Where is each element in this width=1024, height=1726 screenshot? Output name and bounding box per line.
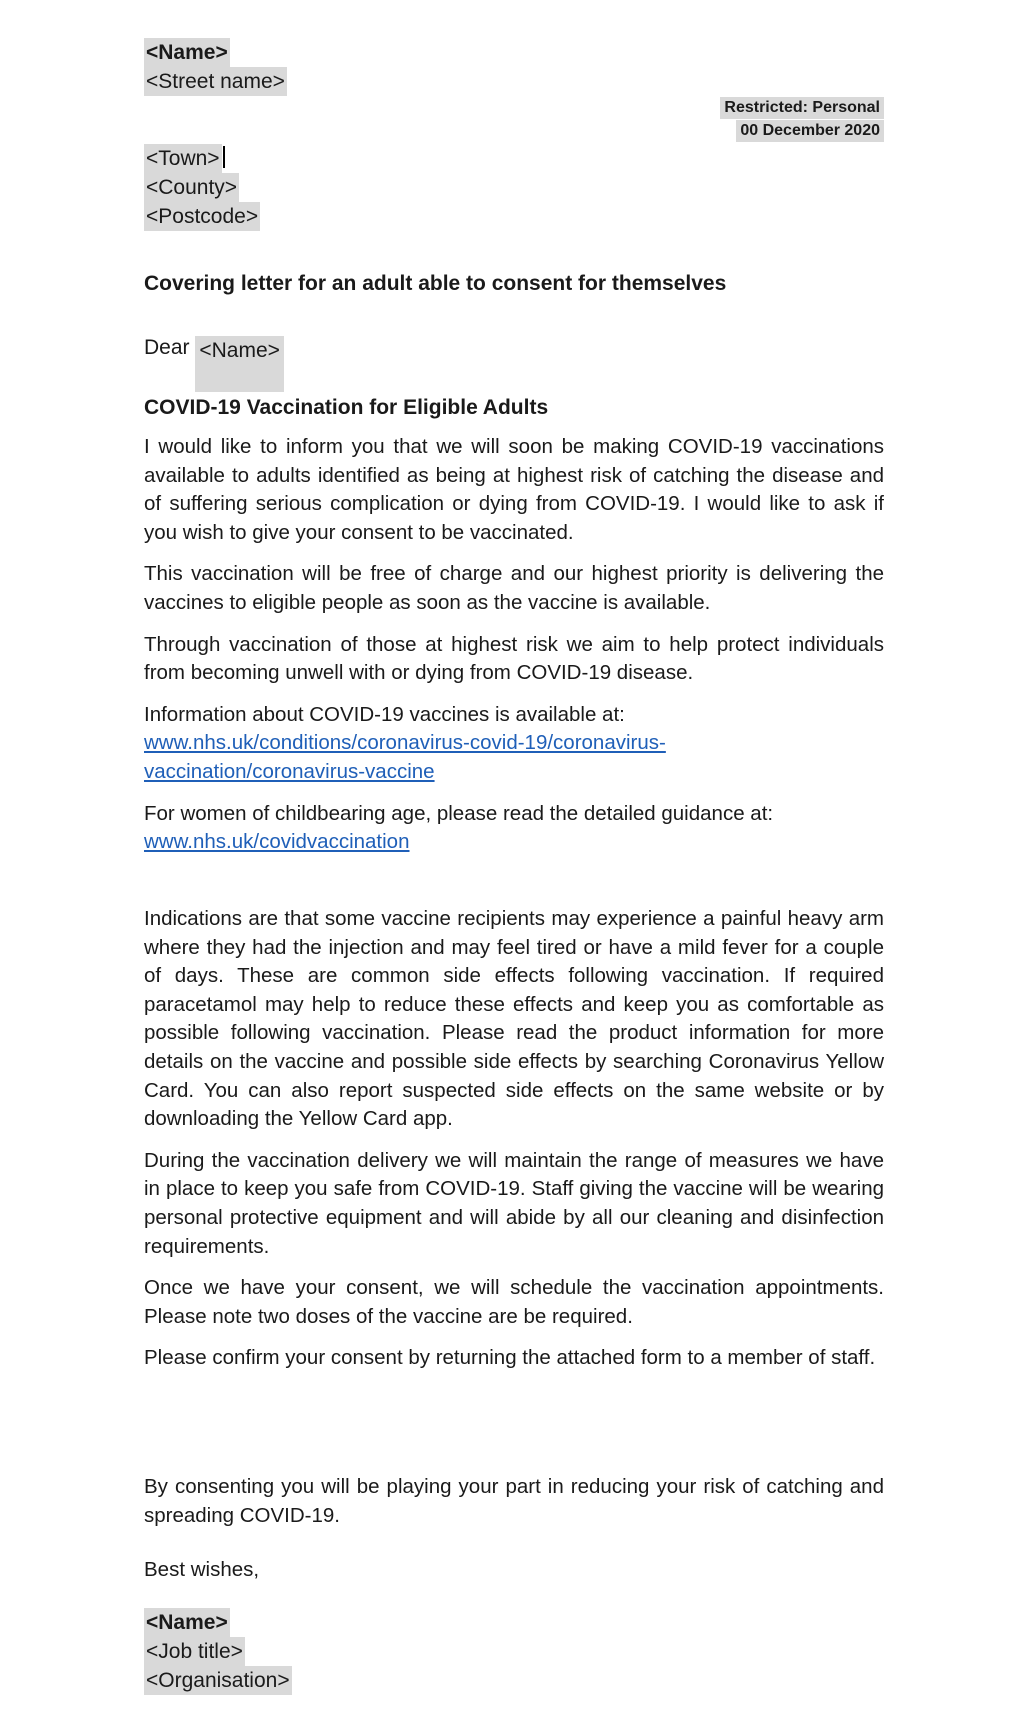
sender-address-bottom bbox=[144, 144, 260, 231]
job-title-field[interactable]: <Job title> bbox=[144, 1637, 245, 1666]
signature-name-field[interactable]: <Name> bbox=[144, 1608, 230, 1637]
info-intro: Information about COVID-19 vaccines is available at: bbox=[144, 702, 625, 726]
covid-vaccination-link[interactable]: www.nhs.uk/covidvaccination bbox=[144, 830, 410, 854]
paragraph-intro: I would like to inform you that we will soon be making COVID-19 vaccinations available to adults identified as being at highest risk of catching the disease and of suffering serious complication or dying from COVID-19. I would like to ask if you wish to give your consent to be vaccinated. bbox=[144, 435, 884, 544]
letter-meta bbox=[720, 96, 884, 142]
signature-block bbox=[144, 1608, 292, 1695]
subject-heading: COVID-19 Vaccination for Eligible Adults bbox=[144, 396, 549, 419]
street-name-field[interactable]: <Street name> bbox=[144, 67, 287, 96]
letter-body-part2 bbox=[144, 905, 884, 1386]
organisation-field[interactable]: <Organisation> bbox=[144, 1666, 292, 1695]
closing-paragraph: By consenting you will be playing your part in reducing your risk of catching and spreading COVID-19. bbox=[144, 1475, 884, 1527]
letter-date: 00 December 2020 bbox=[736, 120, 884, 142]
paragraph-safety: During the vaccination delivery we will maintain the range of measures we have in place to keep you safe from COVID-19. Staff giving the vaccine will be wearing personal protective equipment and will abide by all our cleaning and disinfection requirements. bbox=[144, 1148, 884, 1258]
paragraph-appointments: Once we have your consent, we will schedule the vaccination appointments. Please note two doses of the vaccine are be required. bbox=[144, 1276, 884, 1328]
sender-address-top bbox=[144, 38, 287, 96]
salutation bbox=[144, 336, 284, 392]
paragraph-confirm: Please confirm your consent by returning the attached form to a member of staff. bbox=[144, 1346, 876, 1370]
sender-name-field[interactable]: <Name> bbox=[144, 38, 230, 67]
classification-label: Restricted: Personal bbox=[720, 97, 884, 119]
paragraph-side-effects: Indications are that some vaccine recipients may experience a painful heavy arm where they had the injection and may feel tired or have a mild fever for a couple of days. These are common side effects following vaccination. If required paracetamol may help to reduce these effects and keep you as comfortable as possible following vaccination. Please read the product information for more details on the vaccine and possible side effects by searching Coronavirus Yellow Card. You can also report suspected side effects on the same website or by downloading the Yellow Card app. bbox=[144, 907, 884, 1131]
paragraph-women bbox=[144, 800, 884, 857]
paragraph-info bbox=[144, 701, 884, 787]
paragraph-protect: Through vaccination of those at highest risk we aim to help protect individuals from becoming unwell with or dying from COVID-19 disease. bbox=[144, 632, 884, 685]
signoff: Best wishes, bbox=[144, 1558, 260, 1581]
town-field[interactable]: <Town> bbox=[144, 144, 222, 173]
letter-title: Covering letter for an adult able to consent for themselves bbox=[144, 272, 727, 295]
salutation-greeting: Dear bbox=[144, 336, 190, 359]
paragraph-free-of-charge: This vaccination will be free of charge and our highest priority is delivering the vaccines to eligible people as soon as the vaccine is available. bbox=[144, 562, 884, 614]
vaccine-info-link[interactable]: www.nhs.uk/conditions/coronavirus-covid-19/coronavirus-vaccination/coronavirus-vaccine bbox=[144, 731, 666, 783]
county-field[interactable]: <County> bbox=[144, 173, 239, 202]
text-cursor bbox=[223, 146, 225, 168]
recipient-name-field[interactable]: <Name> bbox=[195, 336, 284, 392]
postcode-field[interactable]: <Postcode> bbox=[144, 202, 260, 231]
letter-body-part1 bbox=[144, 433, 884, 870]
women-guidance-text: For women of childbearing age, please read the detailed guidance at: bbox=[144, 801, 774, 825]
